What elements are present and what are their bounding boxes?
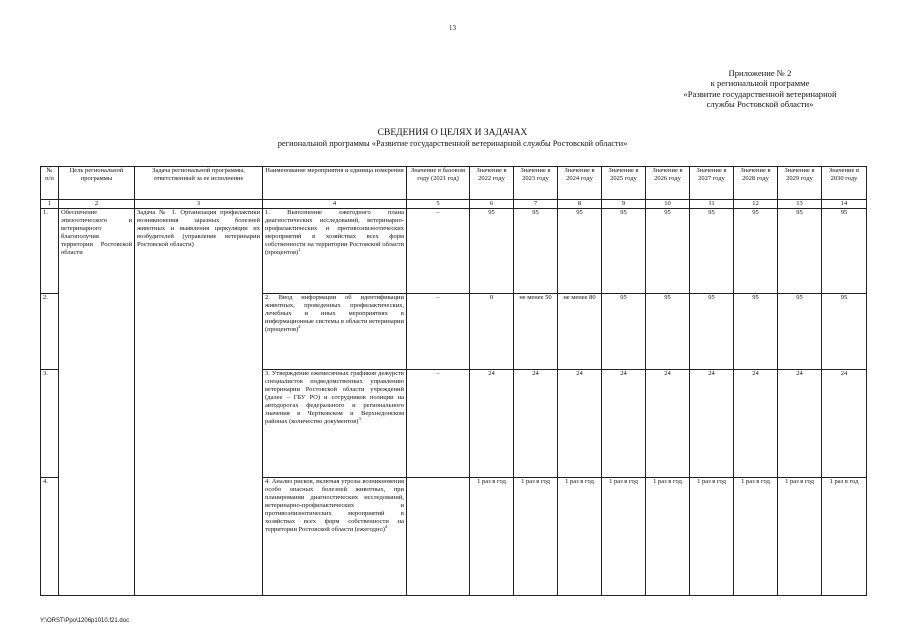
base-value: – [407, 370, 470, 478]
column-number: 14 [822, 200, 867, 209]
measure-text: 3. Утверждение ежемесячных графиков дежурств специалистов подведомственных управлению ветеринарии Ростовской области учреждений (далее – ГБУ РО) и сотрудников полиции на автодорогах федерального и регионального значения в Чертковском и Верхнедонском районах (количество документов) [265, 370, 404, 425]
column-number: 5 [407, 200, 470, 209]
value-cell: 95 [690, 209, 734, 294]
footnote-mark: 2 [298, 323, 301, 329]
header-year: Значение в 2025 году [602, 167, 646, 200]
footnote-mark: 4 [384, 523, 388, 529]
value-cell: 1 раз в год [778, 478, 822, 596]
base-value [407, 478, 470, 596]
value-cell: 24 [646, 370, 690, 478]
value-cell: 1 раз в год [558, 478, 602, 596]
value-cell: 1 раз в год [646, 478, 690, 596]
column-number: 12 [734, 200, 778, 209]
measure-cell [263, 370, 407, 478]
value-cell: 1 раз в год [822, 478, 867, 596]
value-cell: 95 [822, 294, 867, 370]
value-cell: 24 [514, 370, 558, 478]
header-year: Значение в 2027 году [690, 167, 734, 200]
value-cell: 24 [602, 370, 646, 478]
value-cell: не менее 50 [514, 294, 558, 370]
header-year: Значение в 2030 году [822, 167, 867, 200]
value-cell: 95 [822, 209, 867, 294]
value-cell: 95 [514, 209, 558, 294]
column-number: 9 [602, 200, 646, 209]
appendix-line: Приложение № 2 [728, 68, 792, 78]
column-number: 13 [778, 200, 822, 209]
value-cell: 1 раз в год [734, 478, 778, 596]
value-cell: 95 [690, 294, 734, 370]
base-value: – [407, 209, 470, 294]
column-number-row [41, 200, 867, 209]
value-cell: 24 [690, 370, 734, 478]
header-year: Значение в 2028 году [734, 167, 778, 200]
appendix-line: «Развитие государственной ветеринарной [683, 88, 837, 99]
measure-cell [263, 209, 407, 294]
header-base-year: Значение в базовом году (2021 год) [407, 167, 470, 200]
value-cell: 1 раз в год [514, 478, 558, 596]
value-cell: 95 [646, 294, 690, 370]
value-cell: 95 [646, 209, 690, 294]
header-year: Значение в 2023 году [514, 167, 558, 200]
value-cell: 1 раз в год [690, 478, 734, 596]
goal-cell: Обеспечение эпизоотического и ветеринарного благополучия территории Ростовской области [59, 209, 135, 596]
measure-cell [263, 478, 407, 596]
value-cell: 24 [778, 370, 822, 478]
column-number: 3 [135, 200, 263, 209]
value-cell: 95 [602, 209, 646, 294]
value-cell: не менее 80 [558, 294, 602, 370]
value-cell: 95 [778, 209, 822, 294]
row-number: 3. [41, 370, 59, 478]
value-cell: 24 [734, 370, 778, 478]
table-header-row [41, 167, 867, 200]
value-cell: 24 [470, 370, 514, 478]
page-number: 13 [449, 24, 456, 32]
column-number: 11 [690, 200, 734, 209]
column-number: 8 [558, 200, 602, 209]
appendix-header [640, 68, 880, 110]
header-year: Значение в 2026 году [646, 167, 690, 200]
base-value: – [407, 294, 470, 370]
header-goal: Цель региональной программы [59, 167, 135, 200]
appendix-line: к региональной программе [710, 78, 810, 89]
column-number: 7 [514, 200, 558, 209]
value-cell: 24 [822, 370, 867, 478]
measure-cell [263, 294, 407, 370]
header-year: Значение в 2029 году [778, 167, 822, 200]
value-cell: 95 [470, 209, 514, 294]
value-cell: 0 [470, 294, 514, 370]
row-number: 1. [41, 209, 59, 294]
row-number: 2. [41, 294, 59, 370]
header-task: Задача региональной программы, ответственный за ее исполнение [135, 167, 263, 200]
header-num: № п/п [41, 167, 59, 200]
value-cell: 95 [734, 209, 778, 294]
value-cell: 95 [558, 209, 602, 294]
footnote-mark: 3 [358, 415, 361, 421]
column-number: 4 [263, 200, 407, 209]
footnote-mark: 1 [298, 246, 301, 252]
column-number: 2 [59, 200, 135, 209]
table-row [41, 209, 867, 294]
task-cell: Задача № 1. Организация профилактики возникновения заразных болезней животных и выявления циркуляции их возбудителей (управление ветеринарии Ростовской области) [135, 209, 263, 596]
value-cell: 95 [602, 294, 646, 370]
header-year: Значение в 2024 году [558, 167, 602, 200]
document-title: СВЕДЕНИЯ О ЦЕЛЯХ И ЗАДАЧАХ [377, 128, 528, 138]
appendix-line: службы Ростовской области» [706, 99, 814, 110]
value-cell: 1 раз в год [602, 478, 646, 596]
value-cell: 95 [734, 294, 778, 370]
value-cell: 95 [778, 294, 822, 370]
measure-text: 1. Выполнение ежегодного плана диагностических исследований, ветеринарно-профилактических и противоэпизоотических мероприятий в хозяйствах всех форм собственности на территории Ростовской области (процентов) [265, 209, 404, 256]
file-path-footer: Y:\ORST\Ppo\1206p1010.f21.doc [40, 618, 130, 624]
column-number: 10 [646, 200, 690, 209]
measure-text: 4. Анализ рисков, включая угрозы возникновения особо опасных болезней животных, при планировании диагностических исследований, ветеринарно-профилактических и противоэпизоотических мероприятий в хозяйствах всех форм собственности на территории Ростовской области (ежегодно) [265, 478, 404, 533]
value-cell: 24 [558, 370, 602, 478]
column-number: 6 [470, 200, 514, 209]
header-year: Значение в 2022 году [470, 167, 514, 200]
goals-table-wrapper [40, 166, 866, 596]
header-measure: Наименование мероприятия и единица измерения [263, 167, 407, 200]
column-number: 1 [41, 200, 59, 209]
goals-table [40, 166, 867, 596]
document-subtitle: региональной программы «Развитие государственной ветеринарной службы Ростовской области» [277, 139, 628, 148]
row-number: 4. [41, 478, 59, 596]
measure-text: 2. Ввод информации об идентификации животных, проведенных профилактических, лечебных и иных мероприятиях в информационные системы в области ветеринарии (процентов) [265, 294, 404, 333]
value-cell: 1 раз в год [470, 478, 514, 596]
